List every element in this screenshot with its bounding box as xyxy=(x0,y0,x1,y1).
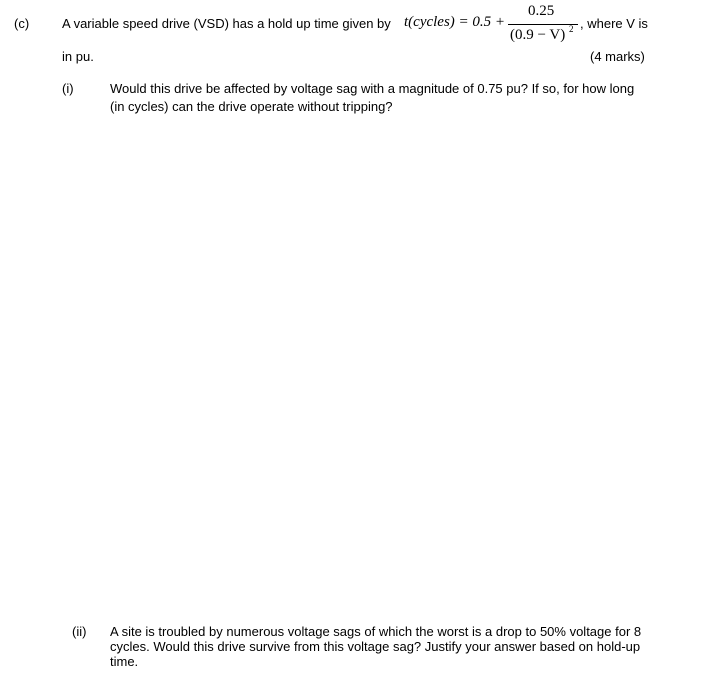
part-c-label: (c) xyxy=(14,16,30,31)
sub-ii-label: (ii) xyxy=(72,624,87,639)
sub-ii-line-1: A site is troubled by numerous voltage sags of which the worst is a drop to 50% voltage for 8 xyxy=(110,624,642,639)
sub-i-line-2: (in cycles) can the drive operate without tripping? xyxy=(110,99,393,114)
formula-numerator: 0.25 xyxy=(528,3,555,19)
formula-lhs: t(cycles) = 0.5 + xyxy=(404,14,506,30)
sub-ii-line-3: time. xyxy=(110,654,139,669)
part-c-intro-tail: , where V is xyxy=(580,16,648,31)
sub-ii-line-2: cycles. Would this drive survive from this voltage sag? Justify your answer based on hold-up xyxy=(110,639,641,654)
formula-denominator: (0.9 − V) xyxy=(510,27,566,43)
formula-exponent: 2 xyxy=(569,24,574,34)
marks-label: (4 marks) xyxy=(590,49,645,64)
sub-i-line-1: Would this drive be affected by voltage sag with a magnitude of 0.75 pu? If so, for how long xyxy=(110,81,635,96)
fraction-bar xyxy=(508,24,578,25)
part-c-intro: A variable speed drive (VSD) has a hold up time given by xyxy=(62,16,391,31)
sub-i-label: (i) xyxy=(62,81,74,96)
part-c-continuation: in pu. xyxy=(62,49,94,64)
